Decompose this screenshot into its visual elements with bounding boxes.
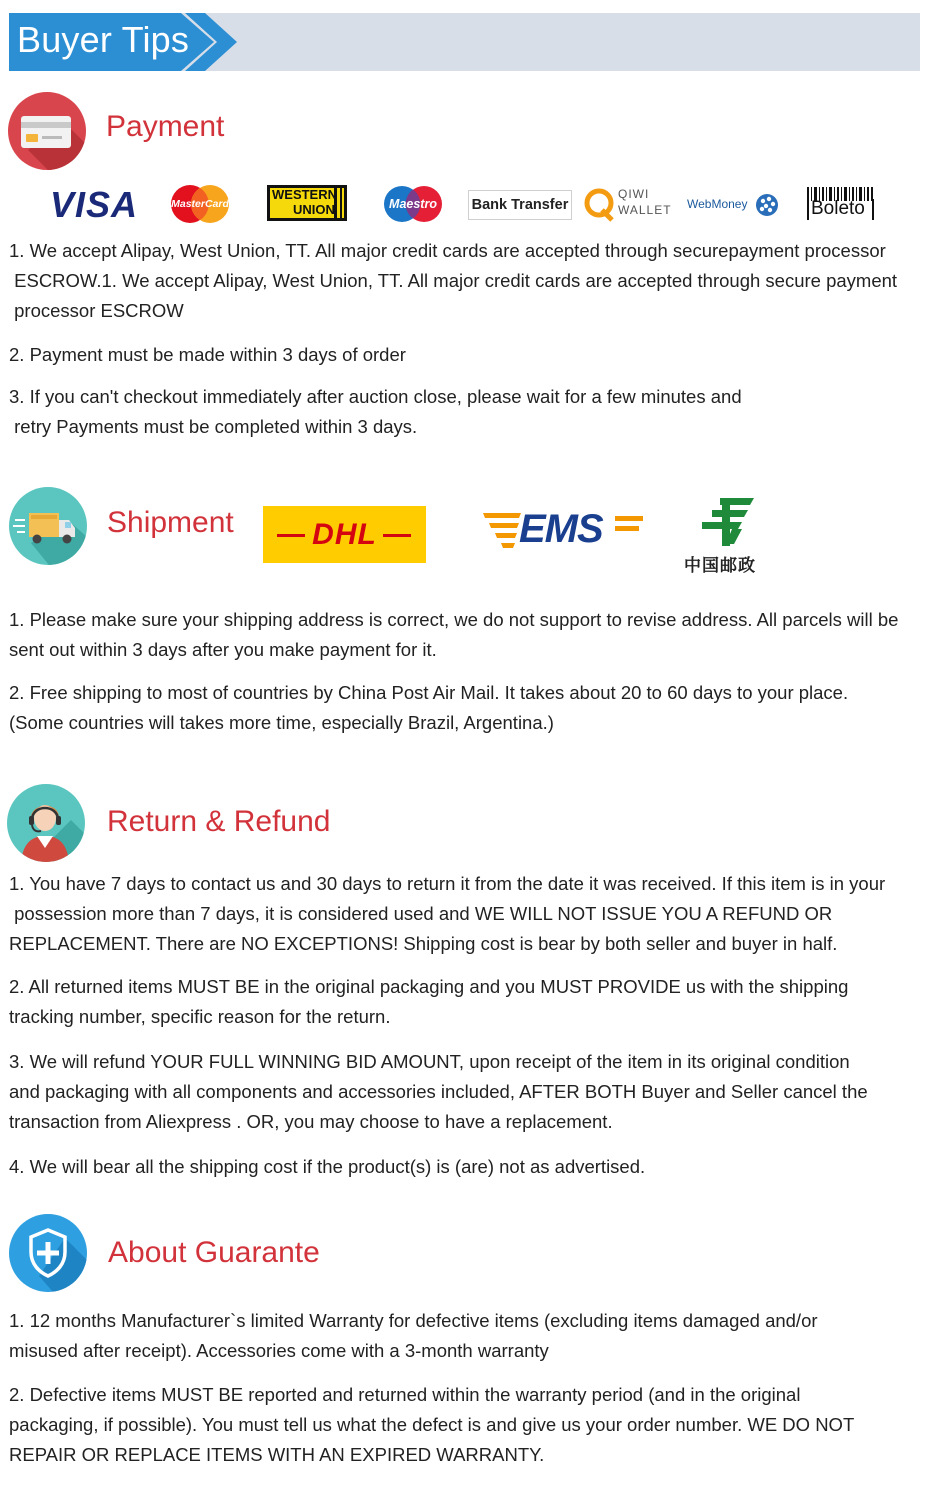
china-post-text: 中国邮政 <box>684 556 756 576</box>
text-line: 1. Please make sure your shipping address is correct, we do not support to revise address. All parcels will be <box>9 609 899 630</box>
text-line: misused after receipt). Accessories come with a 3-month warranty <box>9 1340 549 1361</box>
text-line: 3. We will refund YOUR FULL WINNING BID AMOUNT, upon receipt of the item in its original condition <box>9 1051 850 1072</box>
dhl-logo <box>263 506 426 563</box>
credit-card-icon <box>8 92 86 170</box>
text-line: 1. 12 months Manufacturer`s limited Warranty for defective items (excluding items damaged and/or <box>9 1310 818 1331</box>
text-line: transaction from Aliexpress . OR, you may choose to have a replacement. <box>9 1111 613 1132</box>
ems-logo <box>483 507 643 552</box>
western-union-logo <box>267 185 347 221</box>
shield-plus-icon <box>9 1214 87 1292</box>
globe-icon <box>754 192 780 218</box>
boleto-text: Boleto <box>811 198 865 219</box>
china-post-logo <box>684 496 768 576</box>
text-line: sent out within 3 days after you make payment for it. <box>9 639 437 660</box>
text-line: retry Payments must be completed within 3 days. <box>9 416 418 437</box>
text-line: 2. Payment must be made within 3 days of order <box>9 344 406 365</box>
visa-text: VISA <box>49 184 139 225</box>
text-line: 2. Defective items MUST BE reported and returned within the warranty period (and in the original <box>9 1384 801 1405</box>
return-refund-title: Return & Refund <box>107 805 331 838</box>
guarantee-paragraph-2 <box>9 1380 924 1470</box>
shipment-paragraph-1 <box>9 605 924 665</box>
text-line: tracking number, specific reason for the return. <box>9 1006 391 1027</box>
text-line: 1. You have 7 days to contact us and 30 days to return it from the date it was received. If this item is in your <box>9 873 886 894</box>
webmoney-logo <box>686 190 781 220</box>
qiwi-text: QIWI <box>618 187 650 201</box>
qiwi-icon <box>584 186 616 222</box>
maestro-text: Maestro <box>389 197 437 211</box>
maestro-logo <box>381 185 445 223</box>
payment-title: Payment <box>106 110 225 143</box>
qiwi-wallet-logo <box>584 186 672 222</box>
text-line: REPLACEMENT. There are NO EXCEPTIONS! Shipping cost is bear by both seller and buyer in half. <box>9 933 838 954</box>
text-line: 2. Free shipping to most of countries by China Post Air Mail. It takes about 20 to 60 days to your place. <box>9 682 849 703</box>
refund-paragraph-3 <box>9 1047 924 1137</box>
western-union-text-1: WESTERN <box>272 187 337 202</box>
refund-paragraph-4 <box>9 1152 924 1182</box>
text-line: 2. All returned items MUST BE in the original packaging and you MUST PROVIDE us with the shipping <box>9 976 849 997</box>
text-line: processor ESCROW <box>9 300 184 321</box>
text-line: REPAIR OR REPLACE ITEMS WITH AN EXPIRED WARRANTY. <box>9 1444 545 1465</box>
customer-service-agent-icon <box>7 784 85 862</box>
visa-logo <box>48 186 140 224</box>
text-line: ESCROW.1. We accept Alipay, West Union, TT. All major credit cards are accepted through secure payment <box>9 270 898 291</box>
buyer-tips-banner <box>9 13 920 71</box>
guarantee-title: About Guarante <box>108 1236 320 1269</box>
ems-text: EMS <box>519 507 603 551</box>
text-line: 4. We will bear all the shipping cost if the product(s) is (are) not as advertised. <box>9 1156 646 1177</box>
text-line: (Some countries will takes more time, especially Brazil, Argentina.) <box>9 712 554 733</box>
text-line: 1. We accept Alipay, West Union, TT. All major credit cards are accepted through securepayment processor <box>9 240 886 261</box>
payment-paragraph-2 <box>9 340 924 370</box>
text-line: possession more than 7 days, it is considered used and WE WILL NOT ISSUE YOU A REFUND OR <box>9 903 833 924</box>
china-post-emblem-icon <box>698 496 758 548</box>
bank-transfer-text: Bank Transfer <box>471 197 569 213</box>
mastercard-logo <box>168 184 232 224</box>
refund-paragraph-1 <box>9 869 924 959</box>
wallet-text: WALLET <box>618 203 672 217</box>
text-line: 3. If you can't checkout immediately after auction close, please wait for a few minutes and <box>9 386 742 407</box>
webmoney-text: WebMoney <box>687 197 748 211</box>
text-line: and packaging with all components and accessories included, AFTER BOTH Buyer and Seller cancel the <box>9 1081 868 1102</box>
bank-transfer-logo <box>468 190 572 220</box>
western-union-text-2: UNION <box>293 202 335 217</box>
boleto-logo <box>806 187 876 221</box>
delivery-truck-icon <box>9 487 87 565</box>
shipment-title: Shipment <box>107 506 234 539</box>
shipment-paragraph-2 <box>9 678 924 738</box>
mastercard-text: MasterCard <box>171 198 229 210</box>
payment-paragraph-1 <box>9 236 924 326</box>
payment-paragraph-3 <box>9 382 924 442</box>
text-line: packaging, if possible). You must tell us what the defect is and give us your order number. WE DO NOT <box>9 1414 855 1435</box>
banner-title: Buyer Tips <box>17 19 190 60</box>
guarantee-paragraph-1 <box>9 1306 924 1366</box>
dhl-text: DHL <box>312 517 377 551</box>
refund-paragraph-2 <box>9 972 924 1032</box>
